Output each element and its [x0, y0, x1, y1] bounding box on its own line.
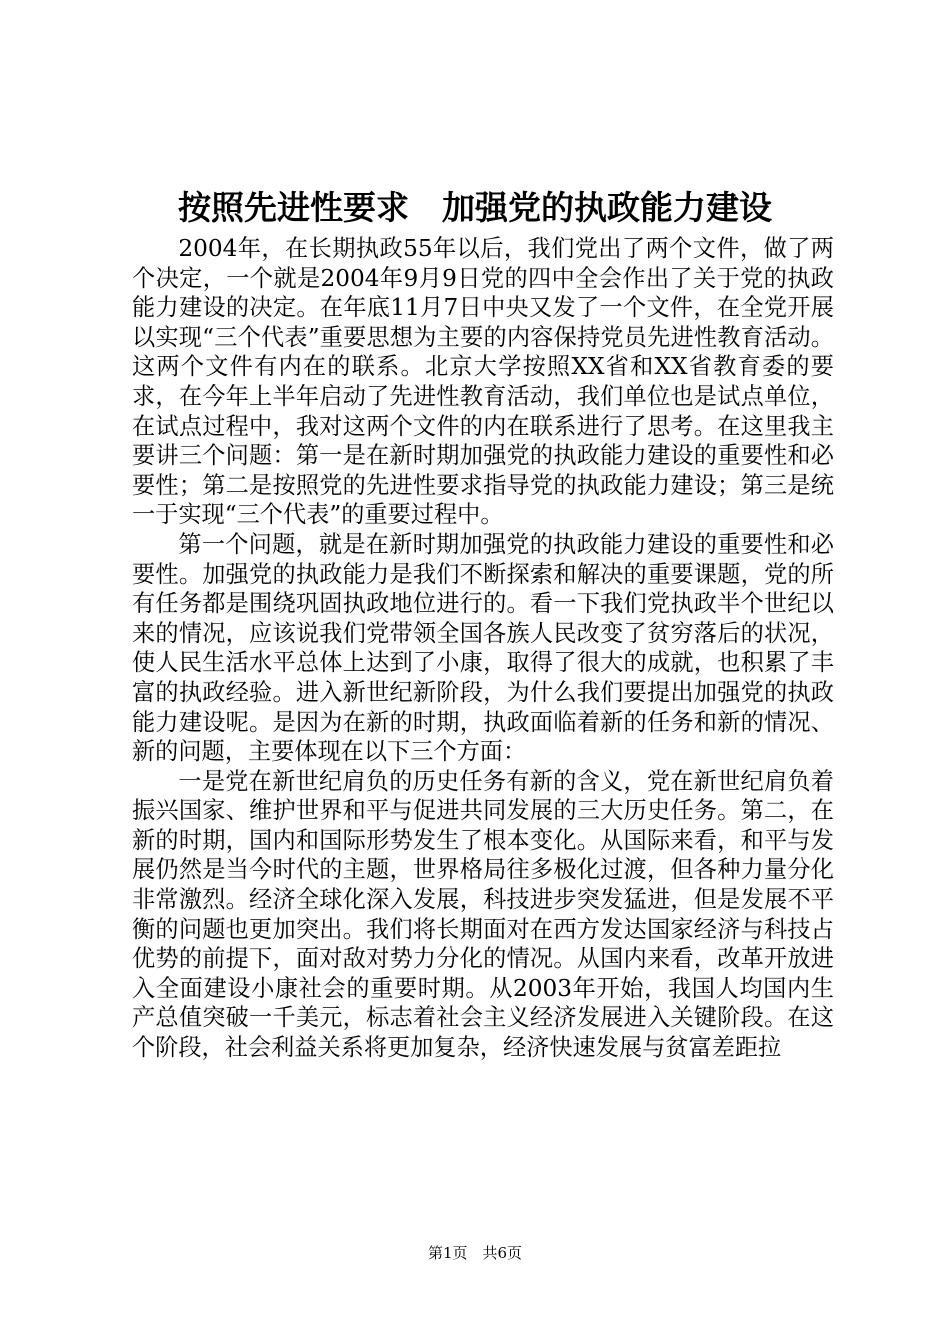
paragraph-2: 第一个问题，就是在新时期加强党的执政能力建设的重要性和必要性。加强党的执政能力是我们不断探索和解决的重要课题，党的所有任务都是围绕巩固执政地位进行的。看一下我们党执政半个世纪以来的情况，应该说我们党带领全国各族人民改变了贫穷落后的状况，使人民生活水平总体上达到了小康，取得了很大的成就，也积累了丰富的执政经验。进入新世纪新阶段，为什么我们要提出加强党的执政能力建设呢。是因为在新的时期，执政面临着新的任务和新的情况、新的问题，主要体现在以下三个方面： — [132, 530, 834, 766]
paragraph-1: 2004年，在长期执政55年以后，我们党出了两个文件，做了两个决定，一个就是2004年9月9日党的四中全会作出了关于党的执政能力建设的决定。在年底11月7日中央又发了一个文件，在全党开展以实现“三个代表”重要思想为主要的内容保持党员先进性教育活动。这两个文件有内在的联系。北京大学按照XX省和XX省教育委的要求，在今年上半年启动了先进性教育活动，我们单位也是试点单位，在试点过程中，我对这两个文件的内在联系进行了思考。在这里我主要讲三个问题：第一是在新时期加强党的执政能力建设的重要性和必要性；第二是按照党的先进性要求指导党的执政能力建设；第三是统一于实现“三个代表”的重要过程中。 — [132, 235, 834, 529]
paragraph-3: 一是党在新世纪肩负的历史任务有新的含义，党在新世纪肩负着振兴国家、维护世界和平与促进共同发展的三大历史任务。第二，在新的时期，国内和国际形势发生了根本变化。从国际来看，和平与发展仍然是当今时代的主题，世界格局往多极化过渡，但各种力量分化非常激烈。经济全球化深入发展，科技进步突发猛进，但是发展不平衡的问题也更加突出。我们将长期面对在西方发达国家经济与科技占优势的前提下，面对敌对势力分化的情况。从国内来看，改革开放进入全面建设小康社会的重要时期。从2003年开始，我国人均国内生产总值突破一千美元，标志着社会主义经济发展进入关键阶段。在这个阶段，社会利益关系将更加复杂，经济快速发展与贫富差距拉 — [132, 767, 834, 1062]
document-body — [132, 234, 834, 1063]
page-number-footer: 第1页 共6页 — [427, 1244, 523, 1262]
document-title: 按照先进性要求 加强党的执政能力建设 — [178, 188, 772, 227]
